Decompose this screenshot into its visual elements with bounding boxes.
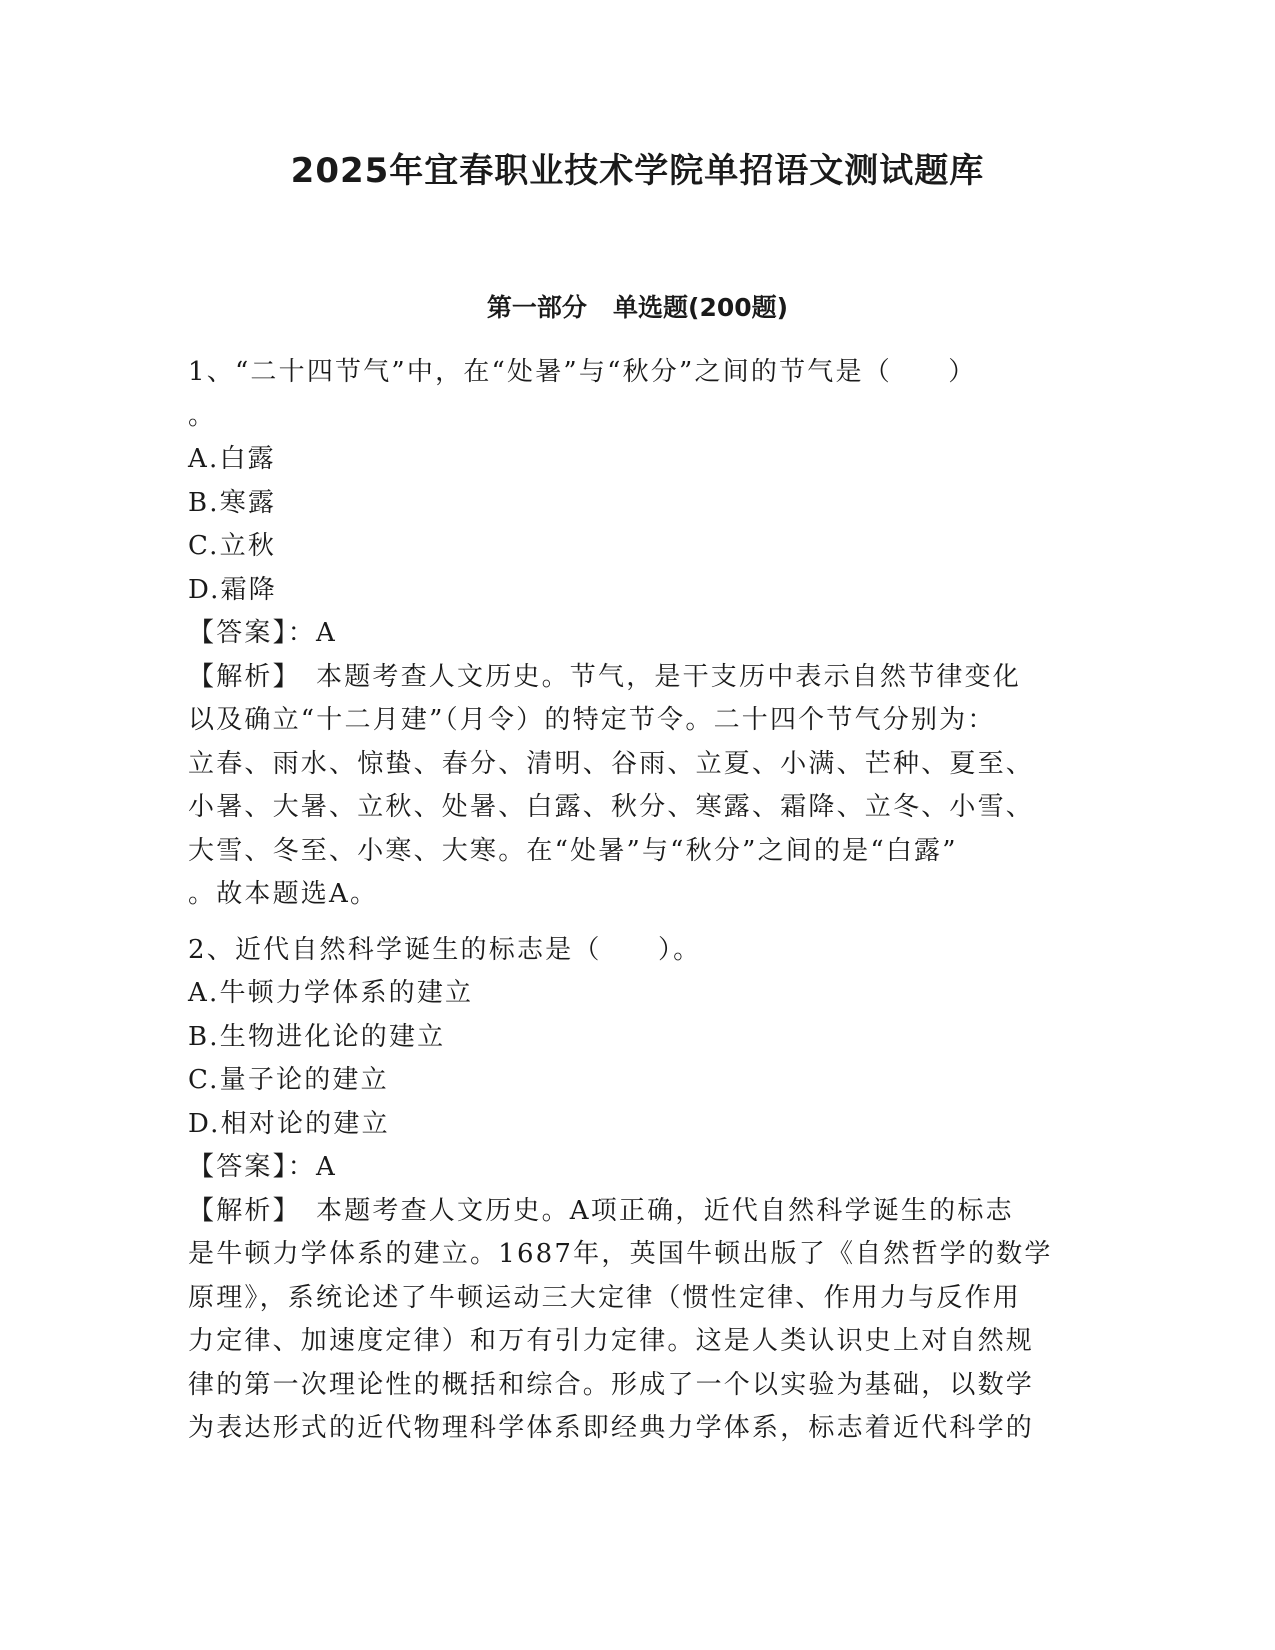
answer: 【答案】：A xyxy=(188,618,337,648)
analysis-line: 律的第一次理论性的概括和综合。形成了一个以实验为基础，以数学 xyxy=(188,1369,1035,1400)
option-a: A.白露 xyxy=(188,444,276,474)
analysis-line: 【解析】 本题考查人文历史。A项正确，近代自然科学诞生的标志 xyxy=(188,1195,1014,1226)
option-a: A.牛顿力学体系的建立 xyxy=(188,978,474,1008)
analysis-line: 。故本题选A。 xyxy=(188,879,379,909)
question-content xyxy=(188,351,1068,1451)
analysis-line: 原理》，系统论述了牛顿运动三大定律（惯性定律、作用力与反作用 xyxy=(188,1282,1022,1313)
question-spacer xyxy=(188,917,1068,929)
question-stem: 1、“二十四节气”中，在“处暑”与“秋分”之间的节气是（ ） xyxy=(188,357,977,387)
analysis-line: 立春、雨水、惊蛰、春分、清明、谷雨、立夏、小满、芒种、夏至、 xyxy=(188,748,1035,779)
analysis-line: 【解析】 本题考查人文历史。节气，是干支历中表示自然节律变化 xyxy=(188,661,1022,692)
option-b: B.寒露 xyxy=(188,487,277,518)
option-d: D.相对论的建立 xyxy=(188,1108,390,1139)
analysis-line: 小暑、大暑、立秋、处暑、白露、秋分、寒露、霜降、立冬、小雪、 xyxy=(188,792,1035,822)
option-c: C.量子论的建立 xyxy=(188,1065,389,1095)
analysis-line: 以及确立“十二月建”（月令）的特定节令。二十四个节气分别为： xyxy=(188,705,996,735)
option-b: B.生物进化论的建立 xyxy=(188,1021,446,1052)
question-stem: 2、近代自然科学诞生的标志是（ ）。 xyxy=(188,934,702,965)
question-1 xyxy=(188,351,1068,917)
option-c: C.立秋 xyxy=(188,531,277,561)
document-title: 2025年宜春职业技术学院单招语文测试题库 xyxy=(290,151,985,191)
question-stem: 。 xyxy=(188,400,217,431)
section-title: 第一部分 单选题(200题) xyxy=(486,293,789,322)
option-d: D.霜降 xyxy=(188,574,277,605)
question-2 xyxy=(188,929,1068,1451)
analysis-line: 大雪、冬至、小寒、大寒。在“处暑”与“秋分”之间的是“白露” xyxy=(188,835,958,866)
analysis-line: 为表达形式的近代物理科学体系即经典力学体系，标志着近代科学的 xyxy=(188,1413,1035,1443)
analysis-line: 力定律、加速度定律）和万有引力定律。这是人类认识史上对自然规 xyxy=(188,1326,1035,1356)
analysis-line: 是牛顿力学体系的建立。1687年，英国牛顿出版了《自然哲学的数学 xyxy=(188,1239,1053,1269)
answer: 【答案】：A xyxy=(188,1152,337,1182)
